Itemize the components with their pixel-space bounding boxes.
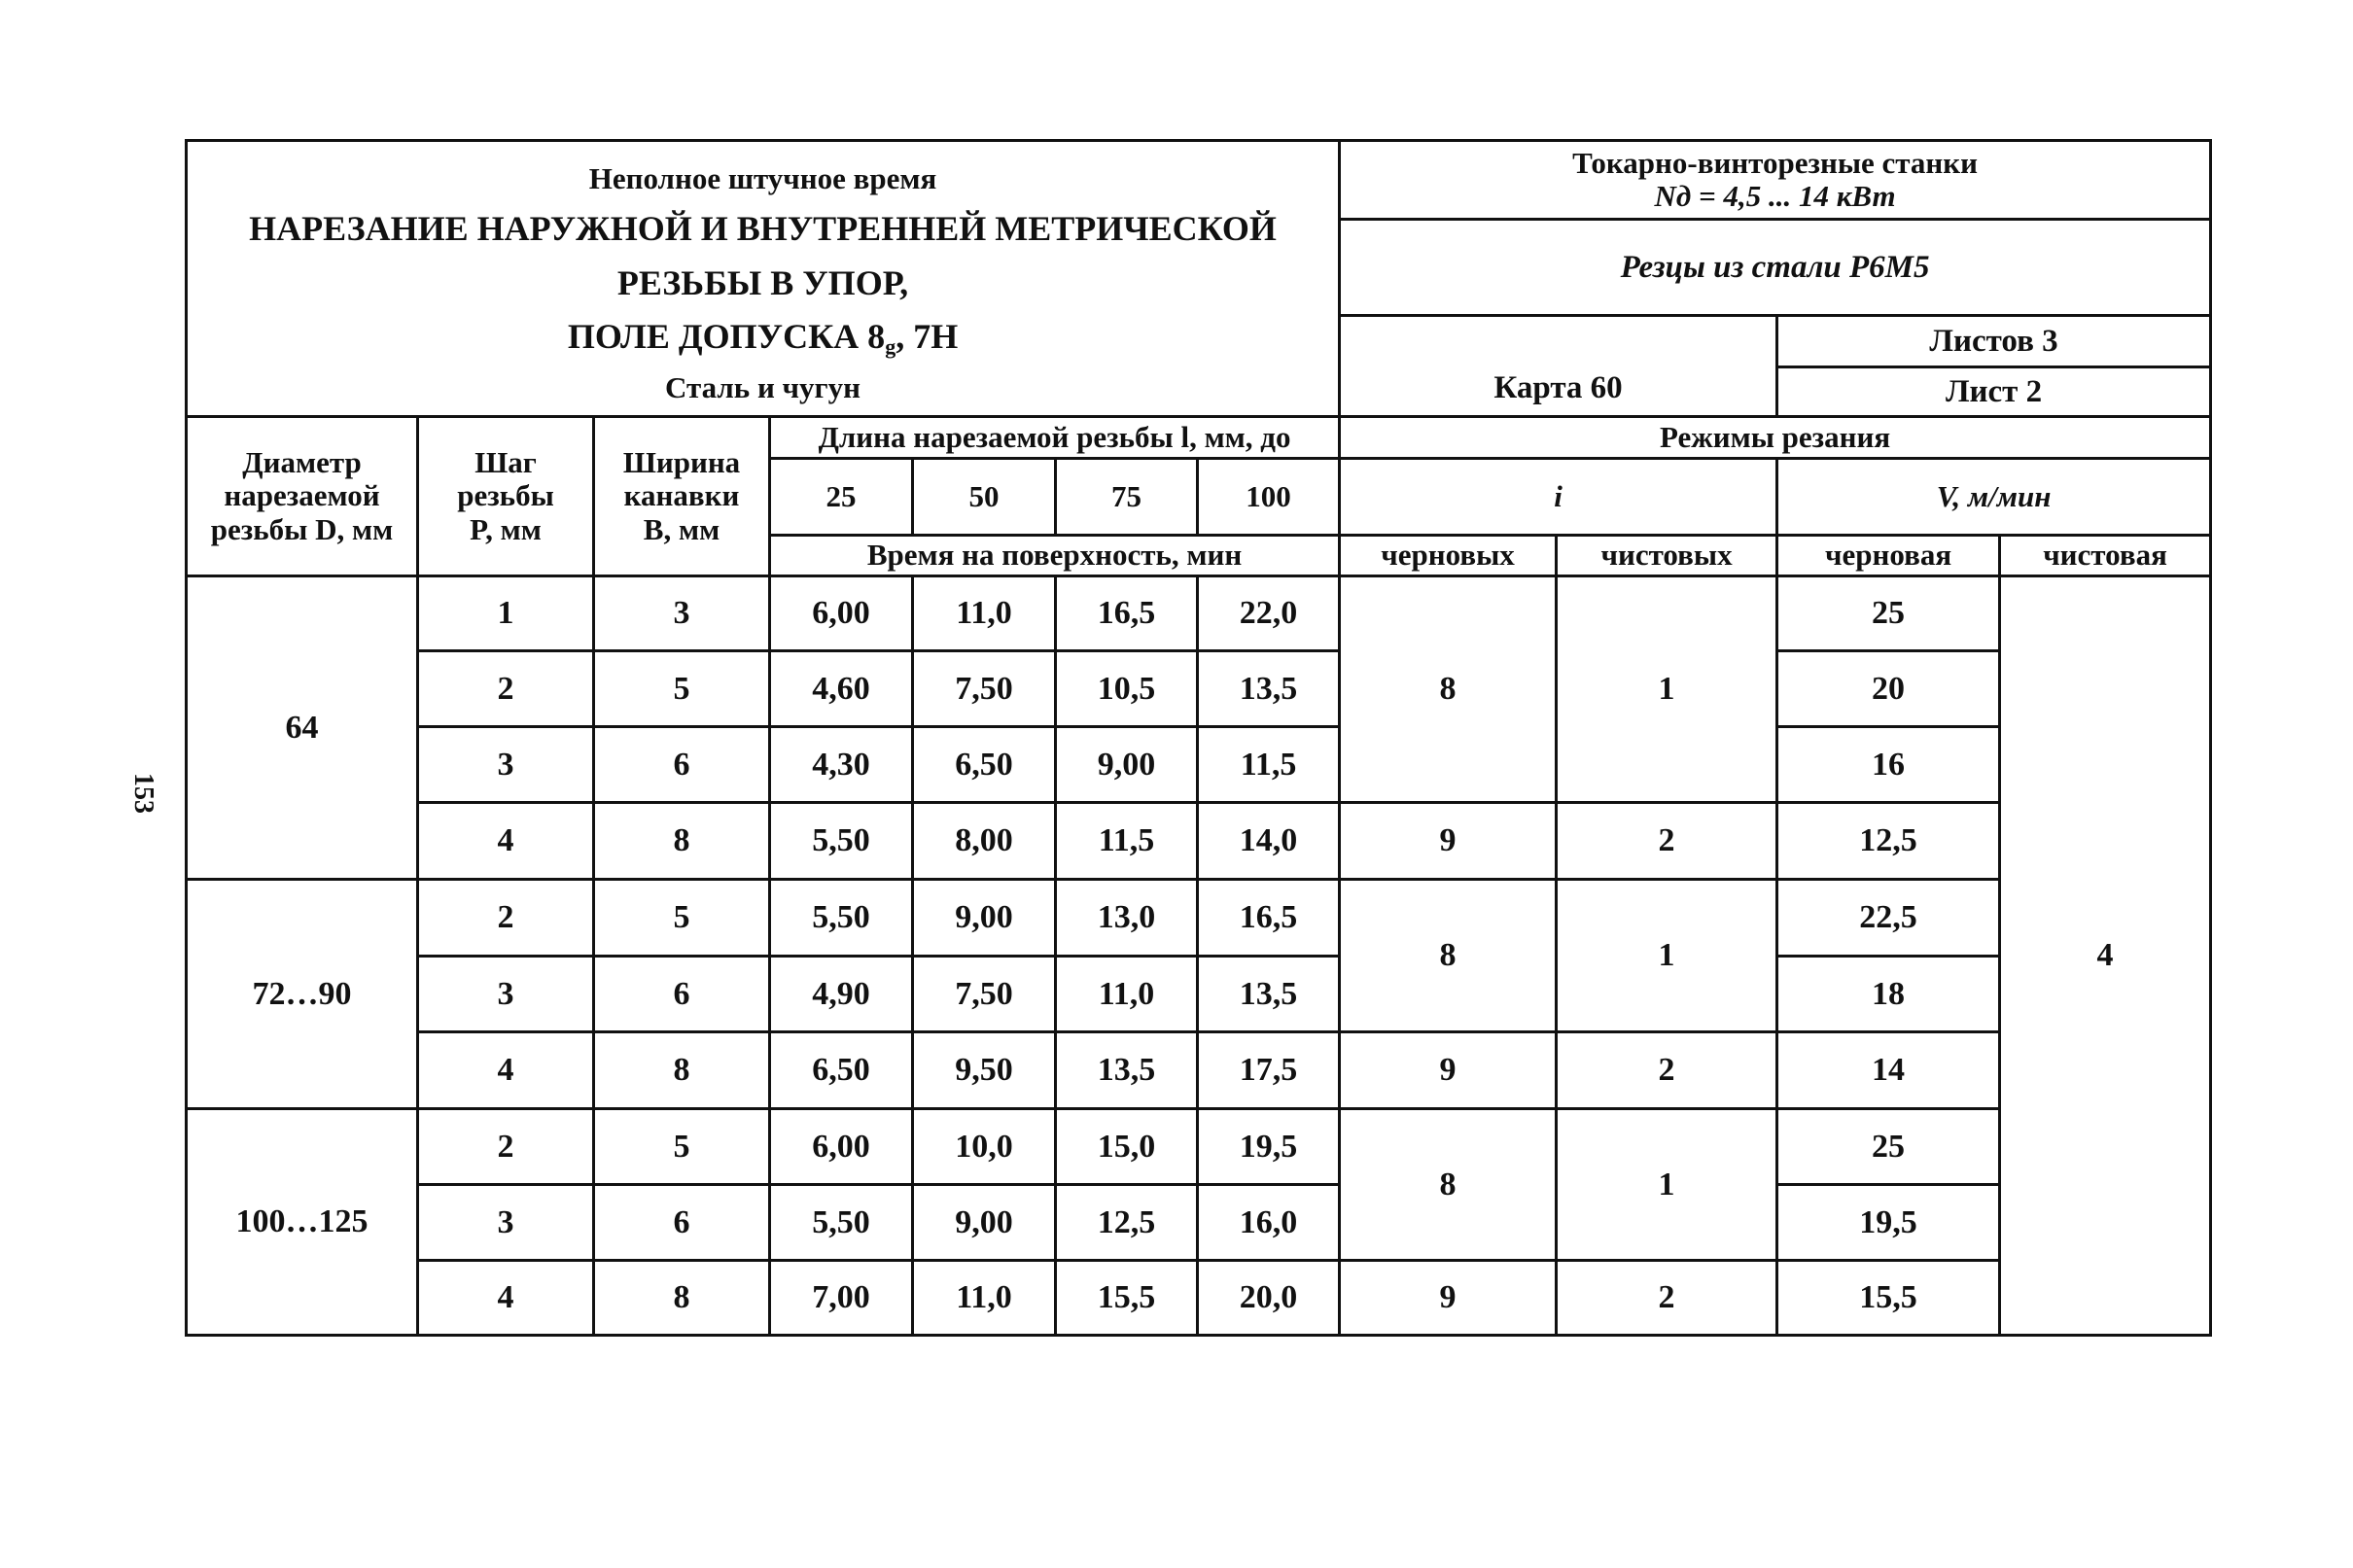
col-header-diameter: Диаметр нарезаемой резьбы D, мм: [187, 417, 418, 576]
rough-passes-cell: 8: [1340, 880, 1557, 1032]
machine-type: Токарно-винторезные станки Nд = 4,5 ... 14 кВт: [1340, 141, 2211, 220]
time-cell: 16,5: [1056, 576, 1198, 651]
tool-material: Резцы из стали Р6М5: [1340, 220, 2211, 316]
time-cell: 10,5: [1056, 651, 1198, 727]
rough-passes-cell: 9: [1340, 1032, 1557, 1109]
diameter-cell: 64: [187, 576, 418, 880]
groove-cell: 8: [594, 1032, 770, 1109]
time-cell: 9,00: [913, 880, 1056, 957]
col-header-length-25: 25: [770, 459, 913, 536]
col-header-pitch: Шаг резьбы P, мм: [418, 417, 594, 576]
diameter-cell: 100…125: [187, 1109, 418, 1336]
table-row: [187, 1261, 2211, 1336]
table-row: [187, 803, 2211, 880]
groove-cell: 3: [594, 576, 770, 651]
col-header-rough-passes: черновых: [1340, 536, 1557, 576]
time-cell: 4,60: [770, 651, 913, 727]
time-cell: 17,5: [1198, 1032, 1340, 1109]
time-cell: 5,50: [770, 1185, 913, 1261]
time-cell: 11,5: [1056, 803, 1198, 880]
time-cell: 4,90: [770, 957, 913, 1032]
col-header-length-group: Длина нарезаемой резьбы l, мм, до: [770, 417, 1340, 459]
groove-cell: 8: [594, 1261, 770, 1336]
col-header-rough-speed: черновая: [1777, 536, 2000, 576]
material-label: Сталь и чугун: [665, 370, 860, 405]
col-header-modes-group: Режимы резания: [1340, 417, 2211, 459]
groove-cell: 6: [594, 727, 770, 803]
finish-passes-cell: 1: [1557, 880, 1777, 1032]
time-cell: 22,0: [1198, 576, 1340, 651]
col-header-groove: Ширина канавки B, мм: [594, 417, 770, 576]
rough-speed-cell: 25: [1777, 576, 2000, 651]
finish-passes-cell: 1: [1557, 576, 1777, 803]
col-header-speed-v: V, м/мин: [1777, 459, 2211, 536]
rough-speed-cell: 12,5: [1777, 803, 2000, 880]
time-cell: 14,0: [1198, 803, 1340, 880]
time-cell: 8,00: [913, 803, 1056, 880]
time-cell: 6,50: [913, 727, 1056, 803]
time-cell: 11,5: [1198, 727, 1340, 803]
time-cell: 4,30: [770, 727, 913, 803]
pitch-cell: 4: [418, 1032, 594, 1109]
rough-speed-cell: 14: [1777, 1032, 2000, 1109]
rough-speed-cell: 25: [1777, 1109, 2000, 1185]
time-cell: 9,50: [913, 1032, 1056, 1109]
pitch-cell: 3: [418, 957, 594, 1032]
table-title-line2: ПОЛЕ ДОПУСКА $8_g$, 7H: [567, 317, 959, 360]
pitch-cell: 3: [418, 1185, 594, 1261]
time-cell: 16,5: [1198, 880, 1340, 957]
time-cell: 6,50: [770, 1032, 913, 1109]
time-cell: 5,50: [770, 880, 913, 957]
rough-passes-cell: 9: [1340, 1261, 1557, 1336]
pitch-cell: 4: [418, 803, 594, 880]
time-cell: 6,00: [770, 1109, 913, 1185]
title-block: [187, 141, 1340, 417]
cutting-time-table: [185, 139, 2212, 1337]
col-header-passes-i: i: [1340, 459, 1777, 536]
time-cell: 7,00: [770, 1261, 913, 1336]
time-cell: 6,00: [770, 576, 913, 651]
table-row: [187, 880, 2211, 957]
groove-cell: 5: [594, 651, 770, 727]
pitch-cell: 2: [418, 1109, 594, 1185]
pitch-cell: 3: [418, 727, 594, 803]
groove-cell: 8: [594, 803, 770, 880]
time-cell: 7,50: [913, 957, 1056, 1032]
col-header-length-100: 100: [1198, 459, 1340, 536]
groove-cell: 6: [594, 957, 770, 1032]
time-cell: 12,5: [1056, 1185, 1198, 1261]
groove-cell: 5: [594, 880, 770, 957]
time-cell: 13,5: [1198, 957, 1340, 1032]
pitch-cell: 2: [418, 880, 594, 957]
time-cell: 16,0: [1198, 1185, 1340, 1261]
rough-speed-cell: 22,5: [1777, 880, 2000, 957]
rough-speed-cell: 18: [1777, 957, 2000, 1032]
page-number: 153: [128, 773, 158, 814]
rough-speed-cell: 16: [1777, 727, 2000, 803]
finish-passes-cell: 2: [1557, 803, 1777, 880]
diameter-cell: 72…90: [187, 880, 418, 1109]
col-header-time-group: Время на поверхность, мин: [770, 536, 1340, 576]
time-cell: 9,00: [913, 1185, 1056, 1261]
time-cell: 13,5: [1198, 651, 1340, 727]
time-cell: 7,50: [913, 651, 1056, 727]
table-row: [187, 957, 2211, 1032]
time-cell: 11,0: [913, 576, 1056, 651]
time-cell: 20,0: [1198, 1261, 1340, 1336]
time-cell: 13,5: [1056, 1032, 1198, 1109]
table-row: [187, 1185, 2211, 1261]
time-cell: 5,50: [770, 803, 913, 880]
table-subtitle: Неполное штучное время: [588, 160, 937, 195]
rough-passes-cell: 8: [1340, 576, 1557, 803]
finish-speed-cell: 4: [2000, 576, 2211, 1336]
col-header-length-50: 50: [913, 459, 1056, 536]
time-cell: 11,0: [913, 1261, 1056, 1336]
groove-cell: 6: [594, 1185, 770, 1261]
table-row: [187, 727, 2211, 803]
card-number: Карта 60: [1340, 316, 1777, 417]
table-row: [187, 1032, 2211, 1109]
col-header-finish-passes: чистовых: [1557, 536, 1777, 576]
col-header-length-75: 75: [1056, 459, 1198, 536]
table-row: [187, 1109, 2211, 1185]
pitch-cell: 2: [418, 651, 594, 727]
finish-passes-cell: 2: [1557, 1261, 1777, 1336]
time-cell: 10,0: [913, 1109, 1056, 1185]
sheets-total: Листов 3: [1777, 316, 2211, 367]
table-row: [187, 651, 2211, 727]
table-row: [187, 576, 2211, 651]
sheet-number: Лист 2: [1777, 367, 2211, 417]
col-header-finish-speed: чистовая: [2000, 536, 2211, 576]
rough-speed-cell: 19,5: [1777, 1185, 2000, 1261]
time-cell: 13,0: [1056, 880, 1198, 957]
time-cell: 15,5: [1056, 1261, 1198, 1336]
rough-passes-cell: 9: [1340, 803, 1557, 880]
finish-passes-cell: 1: [1557, 1109, 1777, 1261]
rough-passes-cell: 8: [1340, 1109, 1557, 1261]
finish-passes-cell: 2: [1557, 1032, 1777, 1109]
table-title-line1: НАРЕЗАНИЕ НАРУЖНОЙ И ВНУТРЕННЕЙ МЕТРИЧЕСКОЙ РЕЗЬБЫ В УПОР,: [249, 208, 1277, 302]
time-cell: 9,00: [1056, 727, 1198, 803]
time-cell: 15,0: [1056, 1109, 1198, 1185]
groove-cell: 5: [594, 1109, 770, 1185]
pitch-cell: 1: [418, 576, 594, 651]
pitch-cell: 4: [418, 1261, 594, 1336]
rough-speed-cell: 15,5: [1777, 1261, 2000, 1336]
time-cell: 11,0: [1056, 957, 1198, 1032]
time-cell: 19,5: [1198, 1109, 1340, 1185]
rough-speed-cell: 20: [1777, 651, 2000, 727]
